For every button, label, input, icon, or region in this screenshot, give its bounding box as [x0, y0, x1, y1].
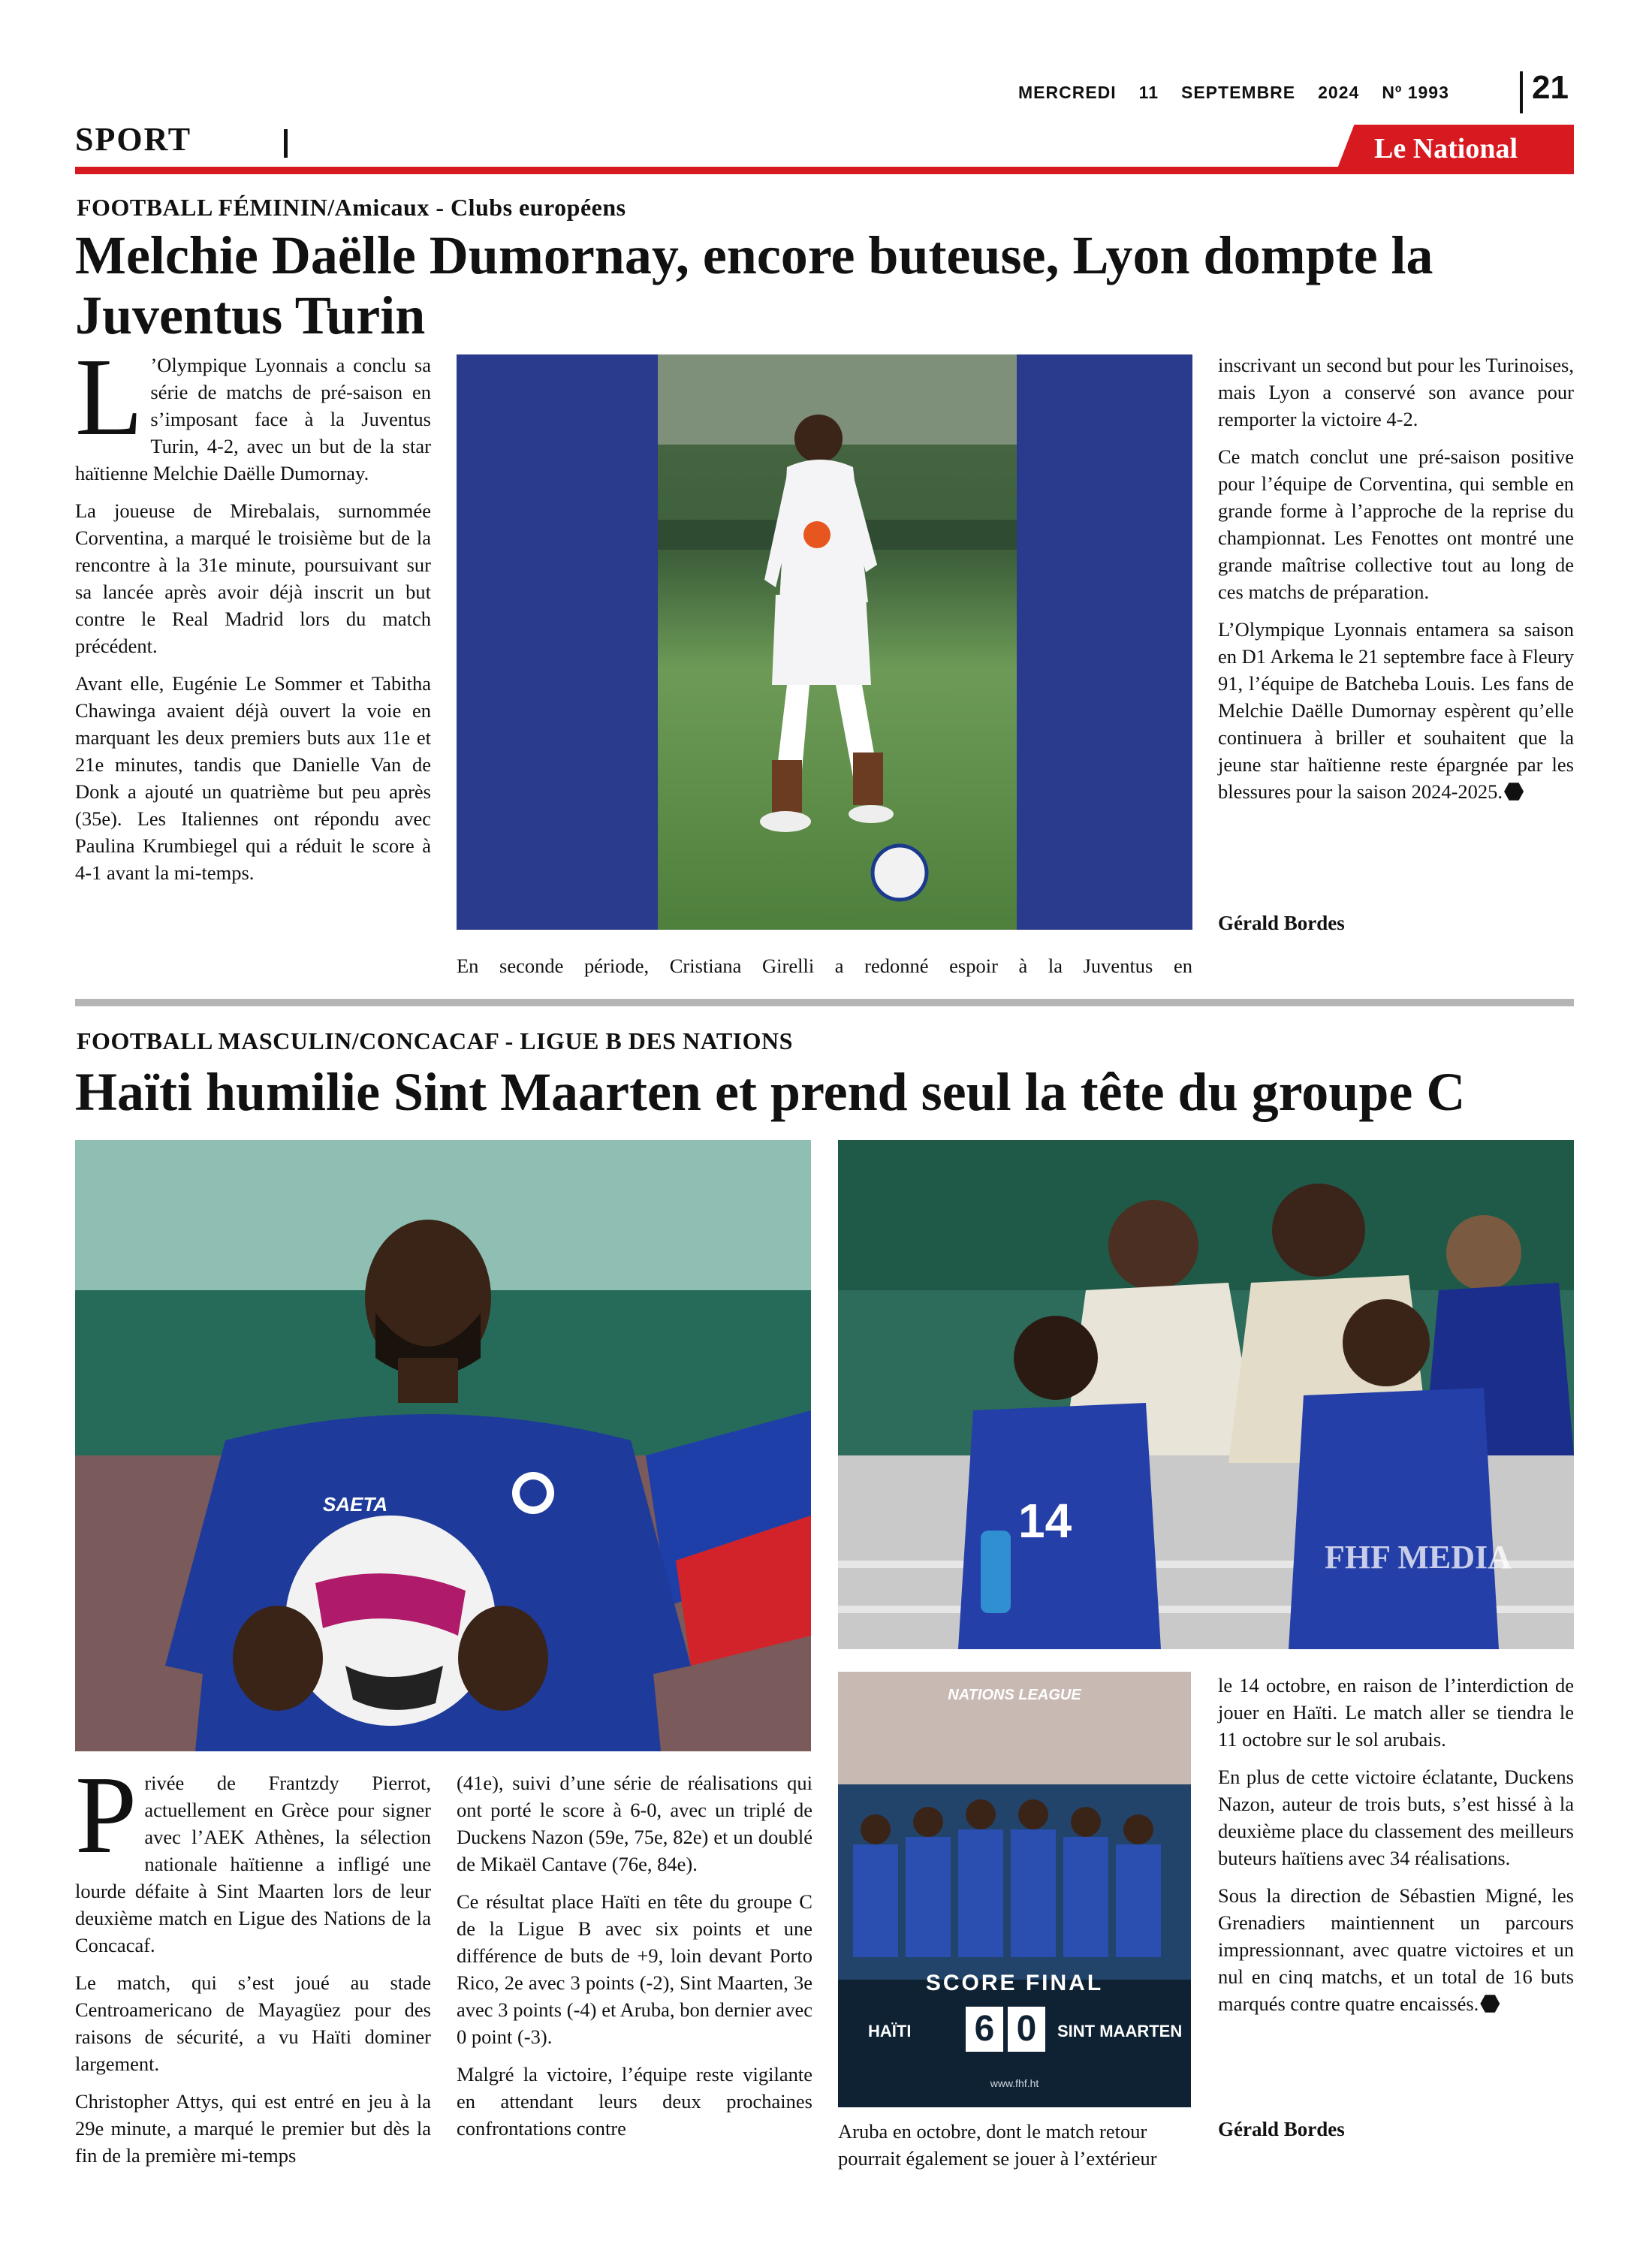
article2-score-poster	[838, 1672, 1191, 2107]
page-number: 21	[1532, 69, 1569, 106]
article1-photo-caption: En seconde période, Cristiana Girelli a redonné espoir à la Juventus en	[457, 955, 1192, 977]
dateline	[1018, 83, 1472, 103]
article2-paragraph-1: rivée de Frantzdy Pierrot, actuellement en Grèce pour signer avec l’AEK Athènes, la sélection nationale haïtienne a infligé une lourde défaite à Sint Maarten lors de leur deuxième match en Ligue des Nations de la Concacaf.	[75, 1772, 431, 1956]
article2-paragraph-3: Christopher Attys, qui est entré en jeu à la 29e minute, a marqué le premier but dès la fin de la première mi-temps	[75, 2090, 431, 2167]
photo-player-lyon	[457, 354, 1192, 930]
article1-paragraph-4: inscrivant un second but pour les Turinoises, mais Lyon a conservé son avance pour remporter la victoire 4-2.	[1218, 354, 1574, 430]
article1-paragraph-2: La joueuse de Mirebalais, surnommée Corventina, a marqué le troisième but de la rencontre à la 31e minute, poursuivant sur sa lancée après avoir déjà inscrit un but contre le Real Madrid lors du match précédent.	[75, 499, 431, 657]
end-mark-icon	[1504, 782, 1524, 801]
date-day: MERCREDI	[1018, 83, 1117, 102]
article2-column-2	[457, 1769, 812, 2152]
article2-paragraph-5: Ce résultat place Haïti en tête du groupe C de la Ligue B avec six points et une différence de buts de +9, loin devant Porto Rico, 2e avec 3 points (-2), Sint Maarten, 3e avec 3 points (-4) et Aruba, bon dernier avec 0 point (-3).	[457, 1890, 812, 2048]
article2-paragraph-7: le 14 octobre, en raison de l’interdiction de jouer en Haïti. Le match aller se tiendra le 11 octobre sur le sol arubais.	[1218, 1674, 1574, 1751]
article2-kicker: FOOTBALL MASCULIN/CONCACAF - LIGUE B DES NATIONS	[77, 1027, 793, 1054]
poster-title: SCORE FINAL	[925, 1971, 1104, 1995]
article1-paragraph-6: L’Olympique Lyonnais entamera sa saison en D1 Arkema le 21 septembre face à Fleury 91, l’équipe de Batcheba Louis. Les fans de Melchie Daëlle Dumornay espèrent qu’elle continuera à briller et souhaitent que la jeune star haïtienne reste épargnée par les blessures pour la saison 2024-2025.	[1218, 618, 1574, 803]
article2-paragraph-6: Malgré la victoire, l’équipe reste vigilante en attendant leurs deux prochaines confrontations contre	[457, 2063, 812, 2140]
poster-home-team: HAÏTI	[868, 2022, 912, 2040]
article2-dropcap: P	[75, 1754, 137, 1877]
poster-away-team: SINT MAARTEN	[1057, 2022, 1183, 2040]
article1-kicker	[77, 194, 626, 222]
article1-column-1	[75, 336, 431, 897]
article2-paragraph-8: En plus de cette victoire éclatante, Duckens Nazon, auteur de trois buts, s’est hissé à la deuxième place du classement des meilleurs buteurs haïtiens avec 34 réalisations.	[1218, 1766, 1574, 1869]
section-title: SPORT	[75, 121, 192, 158]
article2-column-4	[1218, 1672, 1574, 2028]
article2-column-1	[75, 1754, 431, 2179]
jersey-brand-text: SAETA	[323, 1493, 388, 1516]
article1-headline: Melchie Daëlle Dumornay, encore buteuse, Lyon dompte la Juventus Turin	[75, 225, 1433, 345]
photo-player-with-ball	[75, 1140, 811, 1751]
poster-league: NATIONS LEAGUE	[948, 1687, 1081, 1703]
article1-column-3	[1218, 351, 1574, 816]
poster-home-score: 6	[966, 2007, 1003, 2052]
article1-dropcap: L	[75, 336, 143, 459]
article2-paragraph-4: (41e), suivi d’une série de réalisations qui ont porté le score à 6-0, avec un triplé de Duckens Nazon (59e, 75e, 82e) et un doublé de Mikaël Cantave (76e, 84e).	[457, 1772, 812, 1875]
article2-photo-celebration	[838, 1140, 1574, 1649]
article1-kicker-sub: Amicaux - Clubs européens	[334, 194, 626, 221]
jersey-number: 14	[1018, 1494, 1072, 1548]
date-year: 2024	[1318, 83, 1360, 102]
article1-paragraph-3: Avant elle, Eugénie Le Sommer et Tabitha Chawinga avaient déjà ouvert la voie en marquant les deux premiers buts aux 11e et 21e minutes, tandis que Danielle Van de Donk a ajouté un quatrième but peu après (35e). Les Italiennes ont répondu avec Paulina Krumbiegel qui a réduit le score à 4-1 avant la mi-temps.	[75, 672, 431, 884]
article2-paragraph-9: Sous la direction de Sébastien Migné, les Grenadiers maintiennent un parcours impressionnant, avec quatre victoires et un nul en cinq matchs, et un total de 16 buts marqués contre quatre encaissés.	[1218, 1884, 1574, 2015]
article1-paragraph-1: ’Olympique Lyonnais a conclu sa série de matchs de pré-saison en s’imposant face à la Juventus Turin, 4-2, avec un but de la star haïtienne Melchie Daëlle Dumornay.	[75, 354, 431, 484]
date-month: SEPTEMBRE	[1181, 83, 1296, 102]
article1-kicker-main: FOOTBALL FÉMININ/	[77, 194, 335, 221]
article-divider	[75, 999, 1574, 1006]
article2-paragraph-2: Le match, qui s’est joué au stade Centroamericano de Mayagüez pour des raisons de sécurité, a vu Haïti dominer largement.	[75, 1971, 431, 2075]
article1-byline: Gérald Bordes	[1218, 912, 1345, 934]
poster-url: www.fhf.ht	[990, 2077, 1039, 2089]
brand-name: Le National	[1374, 133, 1518, 164]
section-divider	[284, 129, 288, 158]
article2-byline: Gérald Bordes	[1218, 2118, 1345, 2140]
article1-paragraph-5: Ce match conclut une pré-saison positive pour l’équipe de Corventina, qui semble en grande forme à l’approche de la reprise du championnat. Les Fenottes ont montré une grande maîtrise collective tout au long de ces matchs de préparation.	[1218, 445, 1574, 603]
article2-poster-caption: Aruba en octobre, dont le match retour pourrait également se jouer à l’extérieur	[838, 2120, 1157, 2170]
page-number-divider	[1520, 71, 1523, 113]
poster-away-score: 0	[1008, 2007, 1045, 2052]
issue-number: Nº 1993	[1382, 83, 1449, 102]
end-mark-icon	[1480, 1994, 1500, 2013]
article2-headline: Haïti humilie Sint Maarten et prend seul la tête du groupe C	[75, 1062, 1466, 1122]
article1-photo	[457, 354, 1192, 930]
photo-watermark: FHF MEDIA	[1325, 1539, 1512, 1576]
header-rule	[75, 167, 1574, 174]
date-number: 11	[1138, 83, 1159, 102]
article2-photo-player	[75, 1140, 811, 1751]
